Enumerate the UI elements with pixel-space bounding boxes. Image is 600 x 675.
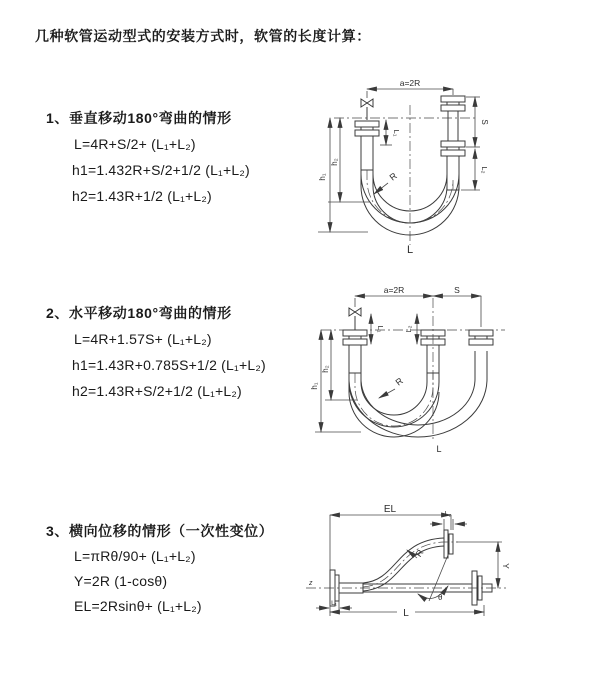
dim-label-L2: L₂	[480, 166, 489, 174]
dim-label-h1: h₁	[318, 173, 327, 181]
section1-formula-L: L=4R+S/2+ (L₁+L₂)	[74, 136, 196, 152]
axis-mark: z	[309, 580, 313, 587]
dim-label-Y: Y	[501, 563, 511, 569]
dim-label-h2: h₂	[330, 158, 339, 166]
top-right-flange	[444, 530, 453, 558]
hose-curves	[349, 351, 487, 437]
diagram-lateral-displacement	[298, 500, 598, 650]
end-length1-dimension	[380, 120, 401, 145]
valve-icon	[349, 308, 361, 330]
radius-label: R	[413, 547, 426, 559]
radius-label: R	[387, 170, 399, 183]
radius-callout	[374, 170, 399, 194]
dim-label-h1: h₁	[310, 382, 319, 390]
dim-label-EL: EL	[383, 504, 397, 515]
angle-label: θ	[438, 593, 443, 602]
dim-label-S: S	[480, 119, 489, 125]
page-title: 几种软管运动型式的安装方式时，软管的长度计算：	[35, 28, 371, 44]
diagram-vertical-180-bend	[310, 75, 590, 257]
section3-formula-Y: Y=2R (1-cosθ)	[74, 573, 168, 589]
left-flange	[343, 330, 367, 373]
dim-label-a2r: a=2R	[383, 285, 405, 295]
dim-label-a2r: a=2R	[399, 78, 421, 88]
end2-dimension	[430, 511, 467, 530]
dim-label-L2: L₂	[444, 511, 452, 518]
end-length-dimensions	[371, 314, 417, 344]
dim-label-h2: h₂	[321, 365, 330, 373]
section3-formula-L: L=πRθ/90+ (L₁+L₂)	[74, 548, 196, 564]
dim-label-L2: L₂	[404, 325, 413, 333]
angle-construction	[418, 555, 448, 602]
hose-curves	[363, 538, 472, 592]
length-label: L	[436, 444, 442, 454]
el-dimension	[330, 504, 451, 570]
section2-formula-h1: h1=1.43R+0.785S+1/2 (L₁+L₂)	[72, 357, 266, 373]
section3-formula-EL: EL=2Rsinθ+ (L₁+L₂)	[74, 598, 202, 614]
dim-label-L1: L₁	[376, 325, 385, 333]
valve-icon	[361, 99, 373, 120]
section2-formula-L: L=4R+1.57S+ (L₁+L₂)	[74, 331, 212, 347]
height-dimensions	[318, 118, 370, 232]
radius-callout	[379, 375, 405, 398]
length-dimension	[330, 604, 484, 619]
diagram-horizontal-180-bend	[305, 282, 600, 458]
section2-heading: 2、水平移动180°弯曲的情形	[46, 305, 232, 321]
offset-dimension	[456, 542, 511, 588]
section1-formula-h2: h2=1.43R+1/2 (L₁+L₂)	[72, 188, 212, 204]
braided-section	[349, 345, 361, 373]
dim-label-L1: L₁	[331, 600, 337, 607]
section1-formula-h1: h1=1.432R+S/2+1/2 (L₁+L₂)	[72, 162, 250, 178]
length-label: L	[403, 608, 409, 619]
left-flange	[355, 121, 379, 170]
dim-label-S: S	[454, 285, 460, 295]
section3-heading: 3、横向位移的情形（一次性变位）	[46, 523, 274, 539]
end1-dimension	[316, 594, 352, 612]
dim-label-L1: L₁	[392, 129, 401, 137]
braided-section	[361, 136, 373, 170]
centerlines	[334, 105, 478, 245]
top-width-dimension	[367, 78, 453, 98]
section2-formula-h2: h2=1.43R+S/2+1/2 (L₁+L₂)	[72, 383, 242, 399]
top-dimensions	[355, 285, 481, 327]
radius-label: R	[393, 375, 405, 388]
right-flange	[441, 96, 465, 190]
length-label: L	[406, 244, 414, 256]
section1-heading: 1、垂直移动180°弯曲的情形	[46, 110, 232, 126]
right-flange	[469, 330, 493, 345]
